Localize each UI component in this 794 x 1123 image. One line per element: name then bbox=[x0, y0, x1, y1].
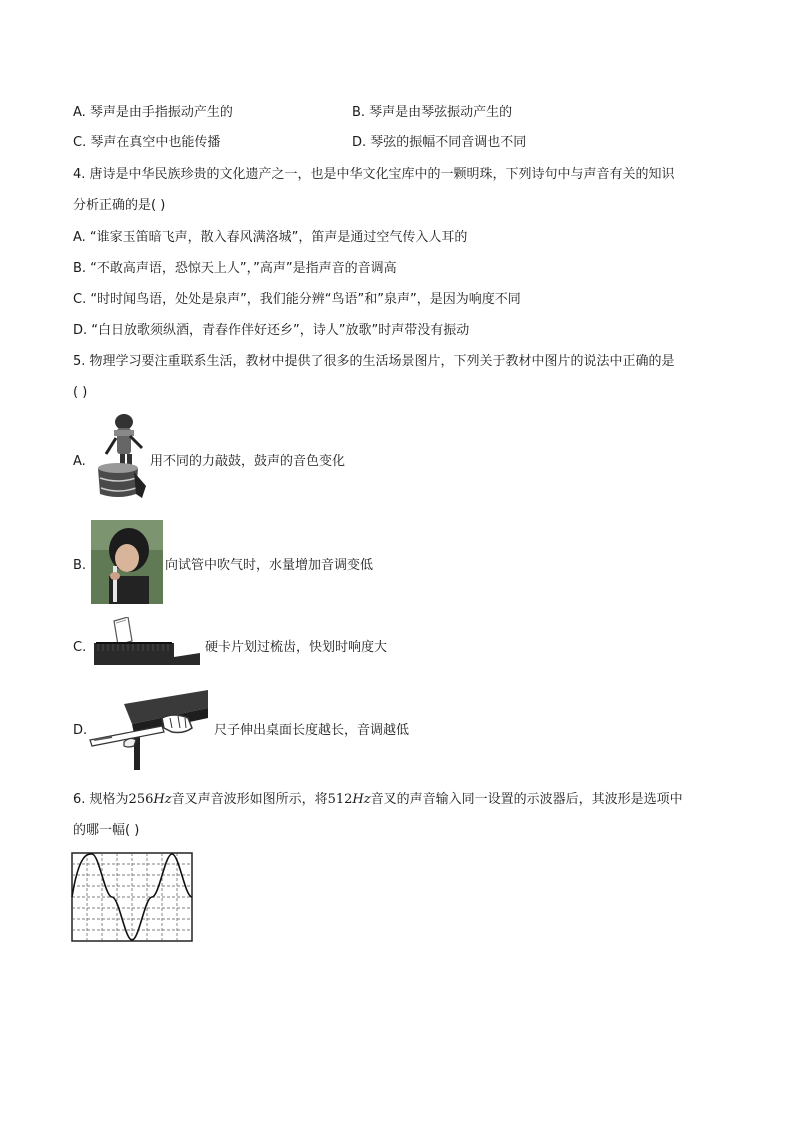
q5-option-c-text: 硬卡片划过梳齿，快划时响度大 bbox=[205, 640, 388, 655]
q5-stem-line1: 5. 物理学习要注重联系生活，教材中提供了很多的生活场景图片，下列关于教材中图片的说法中正确的是 bbox=[73, 354, 675, 369]
girl-test-tube-photo bbox=[91, 520, 163, 604]
q5-option-c-letter: C. bbox=[73, 640, 87, 655]
q3-option-c: C. 琴声在真空中也能传播 bbox=[73, 135, 221, 150]
q5-option-a-letter: A. bbox=[73, 454, 86, 469]
card-comb-figure bbox=[90, 617, 202, 673]
q5-option-b-letter: B. bbox=[73, 558, 87, 573]
q4-option-b: B. “不敢高声语，恐惊天上人”，”高声”是指声音的音调高 bbox=[73, 261, 397, 276]
q5-option-b-text: 向试管中吹气时，水量增加音调变低 bbox=[165, 558, 374, 573]
q4-stem-line1: 4. 唐诗是中华民族珍贵的文化遗产之一，也是中华文化宝库中的一颗明珠，下列诗句中与声音有关的知识 bbox=[73, 167, 675, 182]
q6-suffix: 音叉的声音输入同一设置的示波器后，其波形是选项中 bbox=[370, 792, 683, 807]
q6-stem-line1 bbox=[73, 790, 683, 810]
q5-stem-line2: ( ) bbox=[73, 385, 88, 400]
ruler-table-figure bbox=[88, 688, 212, 772]
oscilloscope-waveform-figure bbox=[71, 852, 193, 942]
q4-option-c: C. “时时闻鸟语，处处是泉声”，我们能分辨“鸟语”和”泉声”，是因为响度不同 bbox=[73, 292, 521, 307]
q4-option-d: D. “白日放歌须纵酒，青春作伴好还乡”，诗人”放歌”时声带没有振动 bbox=[73, 323, 470, 338]
q6-stem-line2: 的哪一幅( ) bbox=[73, 823, 140, 838]
q6-mid: 音叉声音波形如图所示，将 bbox=[171, 792, 328, 807]
q6-freq1-unit: Hz bbox=[153, 792, 172, 807]
q3-option-b: B. 琴声是由琴弦振动产生的 bbox=[352, 105, 513, 120]
q6-freq2-number: 512 bbox=[327, 792, 353, 807]
q5-option-d-text: 尺子伸出桌面长度越长，音调越低 bbox=[214, 723, 410, 738]
q4-option-a: A. “谁家玉笛暗飞声，散入春风满洛城”，笛声是通过空气传入人耳的 bbox=[73, 230, 468, 245]
q3-option-a: A. 琴声是由手指振动产生的 bbox=[73, 105, 233, 120]
q5-option-a-text: 用不同的力敲鼓，鼓声的音色变化 bbox=[150, 454, 346, 469]
q5-option-d-letter: D. bbox=[73, 723, 88, 738]
drum-figure-image bbox=[86, 408, 148, 500]
q6-freq1-number: 256 bbox=[128, 792, 154, 807]
q3-option-d: D. 琴弦的振幅不同音调也不同 bbox=[352, 135, 527, 150]
q6-freq2-unit: Hz bbox=[352, 792, 371, 807]
q4-stem-line2: 分析正确的是( ) bbox=[73, 198, 166, 213]
q6-prefix: 6. 规格为 bbox=[73, 792, 129, 807]
